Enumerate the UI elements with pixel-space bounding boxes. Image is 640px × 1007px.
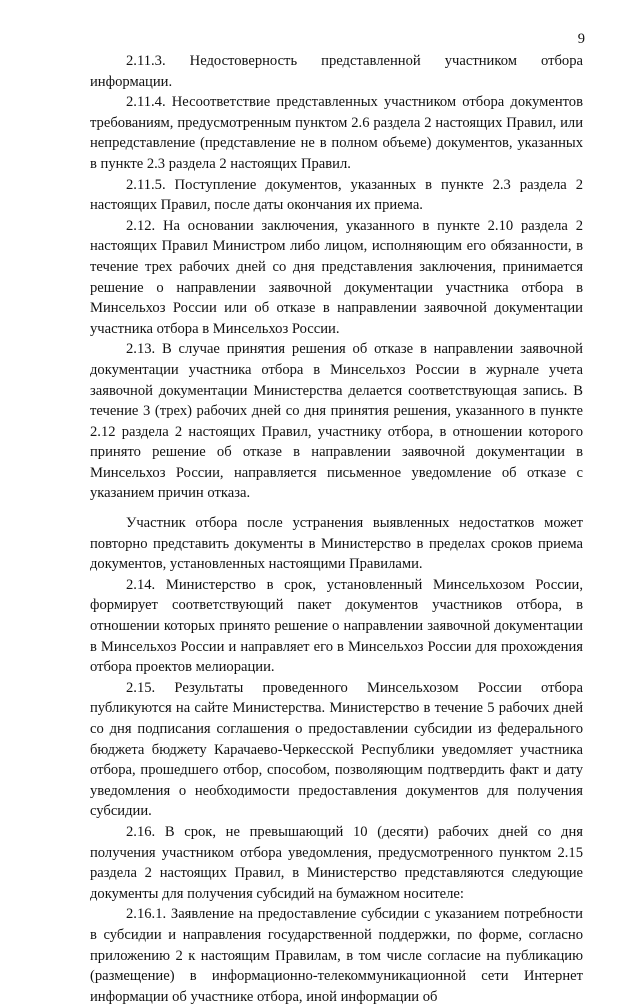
paragraph-2-11-3: 2.11.3. Недостоверность представленной участником отбора информации. bbox=[90, 53, 583, 90]
paragraph-resubmission: Участник отбора после устранения выявленных недостатков может повторно представить документы в Министерство в пределах сроков приема документов, установленных настоящими Правилами. bbox=[90, 515, 583, 573]
paragraph-2-14: 2.14. Министерство в срок, установленный Минсельхозом России, формирует соответствующий пакет документов участников отбора, в отношении которых принято решение о направлении заявочной документации в Минсельхоз России и направляет его в Минсельхоз России для прохождения отбора проектов мелиорации. bbox=[90, 576, 583, 676]
paragraph-2-15: 2.15. Результаты проведенного Минсельхозом России отбора публикуются на сайте Министерства. Министерство в течение 5 рабочих дней со дня подписания соглашения о предоставлении субсидии из федерального бюджета бюджету Карачаево-Черкесской Республики уведомляет участника отбора, прошедшего отбор, способом, позволяющим подтвердить факт и дату уведомления о необходимости предоставления документов для получения субсидии. bbox=[90, 679, 583, 820]
paragraph-2-11-5: 2.11.5. Поступление документов, указанных в пункте 2.3 раздела 2 настоящих Правил, после даты окончания их приема. bbox=[90, 176, 583, 214]
paragraph-2-11-4: 2.11.4. Несоответствие представленных участником отбора документов требованиям, предусмотренным пунктом 2.6 раздела 2 настоящих Правил, или непредставление (представление не в полном объеме) документов, указанных в пункте 2.3 раздела 2 настоящих Правил. bbox=[90, 94, 583, 172]
page-number: 9 bbox=[577, 31, 585, 47]
paragraph-2-16: 2.16. В срок, не превышающий 10 (десяти) рабочих дней со дня получения участником отбора уведомления, предусмотренного пунктом 2.15 раздела 2 настоящих Правил, в Министерство представляются следующие документы для получения субсидий на бумажном носителе: bbox=[90, 823, 583, 902]
paragraph-2-13: 2.13. В случае принятия решения об отказе в направлении заявочной документации участника отбора в Минсельхоз России в журнале учета заявочной документации Министерства делается соответствующая запись. В течение 3 (трех) рабочих дней со дня принятия решения, указанного в пункте 2.12 раздела 2 настоящих Правил, участнику отбора, в отношении которого принято решение об отказе в направлении заявочной документации в Минсельхоз России, направляется письменное уведомление об отказе с указанием причин отказа. bbox=[90, 341, 583, 502]
paragraph-2-12: 2.12. На основании заключения, указанного в пункте 2.10 раздела 2 настоящих Правил Министром либо лицом, исполняющим его обязанности, в течение трех рабочих дней со дня представления заключения, принимается решение о направлении заявочной документации участника отбора в Минсельхоз России или об отказе в направлении заявочной документации участника отбора в Минсельхоз России. bbox=[90, 217, 583, 337]
paragraph-2-16-1: 2.16.1. Заявление на предоставление субсидии с указанием потребности в субсидии и направления государственной поддержки, по форме, согласно приложению 2 к настоящим Правилам, в том числе согласие на публикацию (размещение) в информационно-телекоммуникационной сети Интернет информации об участнике отбора, иной информации об bbox=[90, 906, 583, 1005]
document-body bbox=[90, 51, 583, 1007]
